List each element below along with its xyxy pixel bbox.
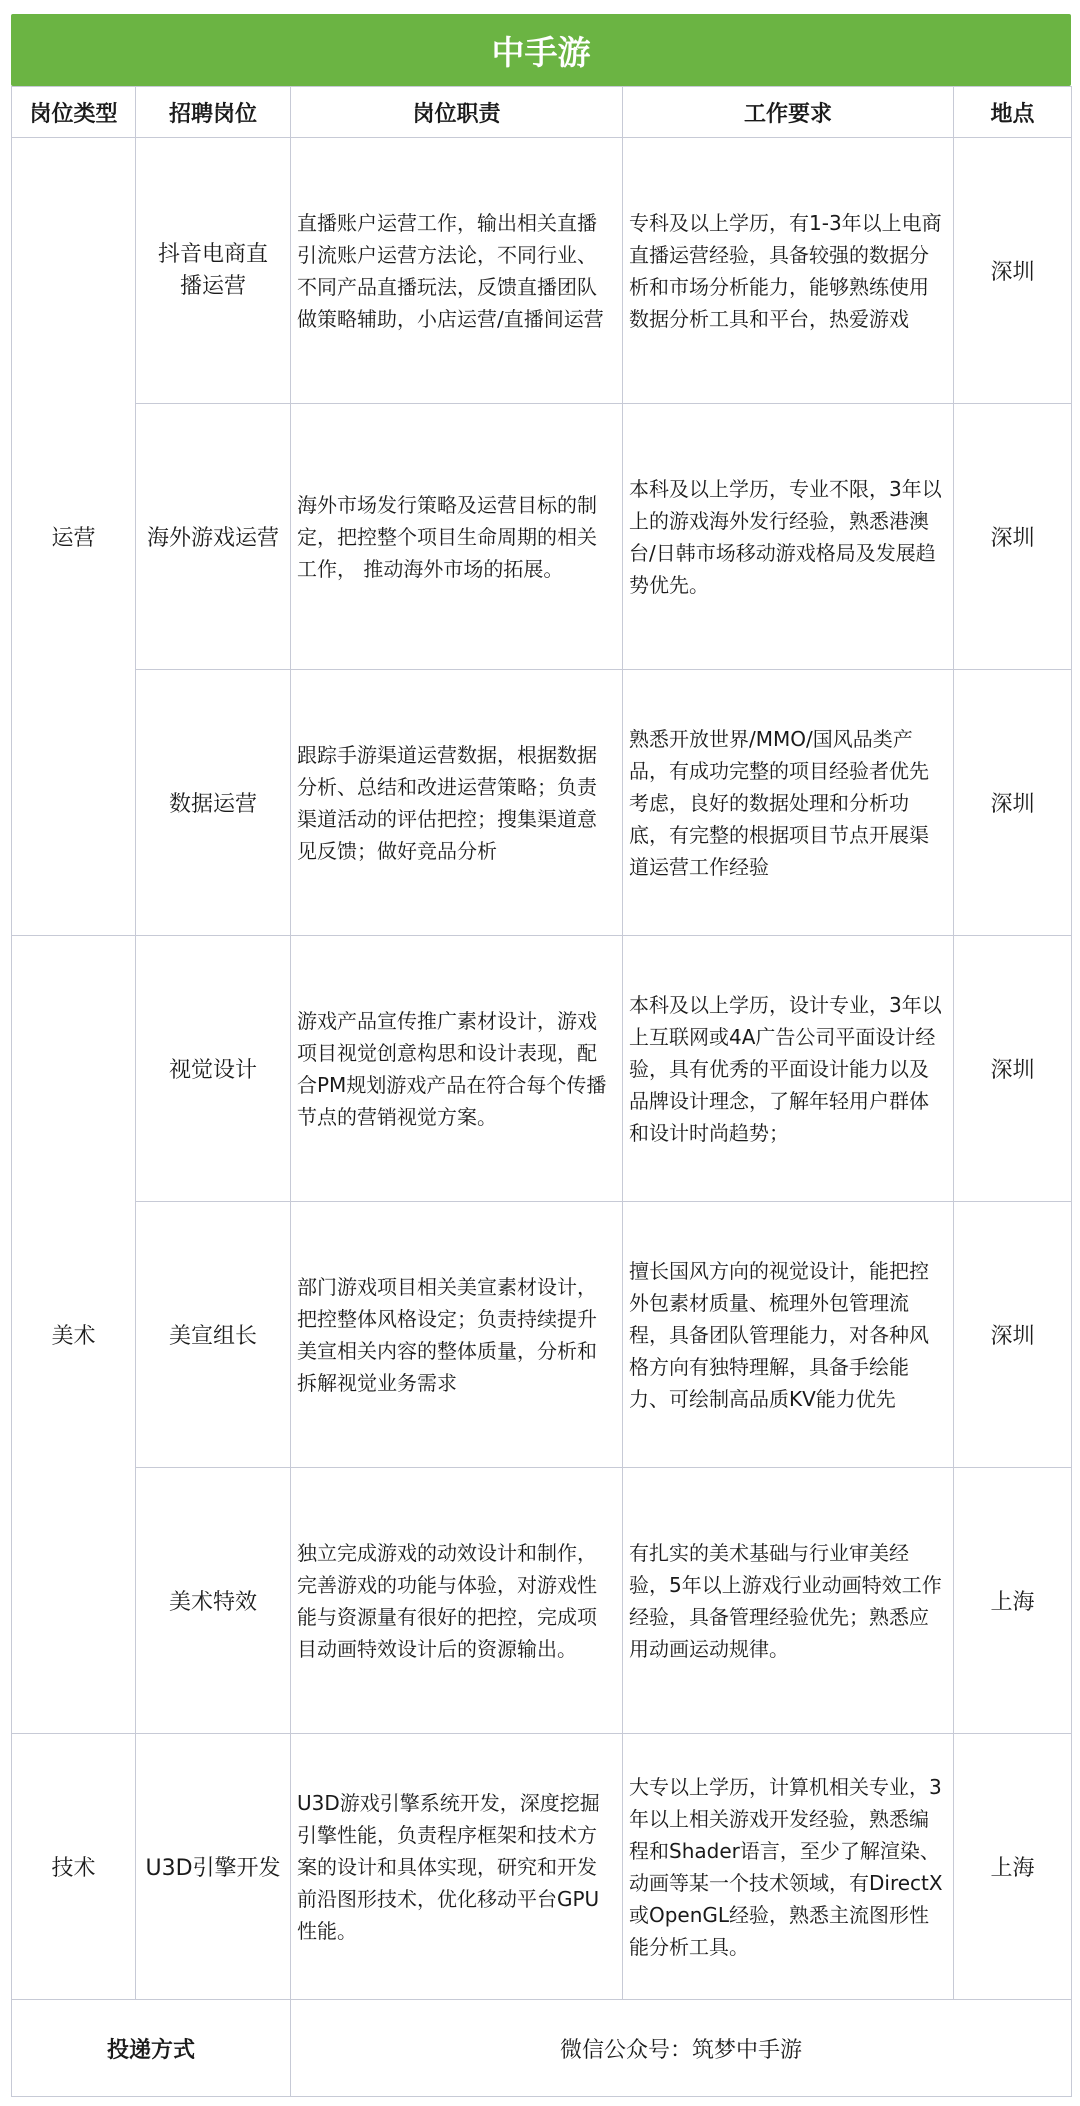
duty-cell: 直播账户运营工作，输出相关直播引流账户运营方法论，不同行业、不同产品直播玩法，反馈直播团队做策略辅助，小店运营/直播间运营 bbox=[291, 138, 623, 404]
table-header-row bbox=[12, 87, 1072, 138]
requirement-cell: 本科及以上学历，专业不限，3年以上的游戏海外发行经验，熟悉港澳台/日韩市场移动游戏格局及发展趋势优先。 bbox=[623, 404, 954, 670]
table-row bbox=[12, 1202, 1072, 1468]
category-cell: 运营 bbox=[12, 138, 136, 936]
location-cell: 上海 bbox=[954, 1734, 1072, 2000]
duty-cell: 部门游戏项目相关美宣素材设计，把控整体风格设定；负责持续提升美宣相关内容的整体质量，分析和拆解视觉业务需求 bbox=[291, 1202, 623, 1468]
duty-cell: 跟踪手游渠道运营数据，根据数据分析、总结和改进运营策略；负责渠道活动的评估把控；搜集渠道意见反馈；做好竞品分析 bbox=[291, 670, 623, 936]
header-duty: 岗位职责 bbox=[291, 87, 623, 138]
location-cell: 深圳 bbox=[954, 138, 1072, 404]
requirement-cell: 本科及以上学历，设计专业，3年以上互联网或4A广告公司平面设计经验，具有优秀的平面设计能力以及品牌设计理念，了解年轻用户群体和设计时尚趋势； bbox=[623, 936, 954, 1202]
position-cell: 视觉设计 bbox=[136, 936, 291, 1202]
footer-label: 投递方式 bbox=[12, 2000, 291, 2097]
duty-cell: 海外市场发行策略及运营目标的制定，把控整个项目生命周期的相关工作， 推动海外市场的拓展。 bbox=[291, 404, 623, 670]
location-cell: 深圳 bbox=[954, 1202, 1072, 1468]
table-row bbox=[12, 936, 1072, 1202]
requirement-cell: 有扎实的美术基础与行业审美经验，5年以上游戏行业动画特效工作经验，具备管理经验优先；熟悉应用动画运动规律。 bbox=[623, 1468, 954, 1734]
header-requirement: 工作要求 bbox=[623, 87, 954, 138]
header-position: 招聘岗位 bbox=[136, 87, 291, 138]
location-cell: 上海 bbox=[954, 1468, 1072, 1734]
position-cell: 美术特效 bbox=[136, 1468, 291, 1734]
category-cell: 技术 bbox=[12, 1734, 136, 2000]
location-cell: 深圳 bbox=[954, 670, 1072, 936]
requirement-cell: 大专以上学历，计算机相关专业，3年以上相关游戏开发经验，熟悉编程和Shader语言，至少了解渲染、动画等某一个技术领域，有DirectX或OpenGL经验，熟悉主流图形性能分析工具。 bbox=[623, 1734, 954, 2000]
position-cell: 海外游戏运营 bbox=[136, 404, 291, 670]
page-title: 中手游 bbox=[11, 14, 1071, 86]
footer-value: 微信公众号：筑梦中手游 bbox=[291, 2000, 1072, 2097]
job-table bbox=[11, 86, 1072, 2097]
position-cell: 美宣组长 bbox=[136, 1202, 291, 1468]
table-row bbox=[12, 1734, 1072, 2000]
location-cell: 深圳 bbox=[954, 936, 1072, 1202]
duty-cell: 游戏产品宣传推广素材设计，游戏项目视觉创意构思和设计表现，配合PM规划游戏产品在符合每个传播节点的营销视觉方案。 bbox=[291, 936, 623, 1202]
duty-cell: U3D游戏引擎系统开发，深度挖掘引擎性能，负责程序框架和技术方案的设计和具体实现，研究和开发前沿图形技术，优化移动平台GPU性能。 bbox=[291, 1734, 623, 2000]
table-row bbox=[12, 670, 1072, 936]
header-category: 岗位类型 bbox=[12, 87, 136, 138]
location-cell: 深圳 bbox=[954, 404, 1072, 670]
position-cell: 数据运营 bbox=[136, 670, 291, 936]
requirement-cell: 擅长国风方向的视觉设计，能把控外包素材质量、梳理外包管理流程，具备团队管理能力，对各种风格方向有独特理解，具备手绘能力、可绘制高品质KV能力优先 bbox=[623, 1202, 954, 1468]
requirement-cell: 熟悉开放世界/MMO/国风品类产品，有成功完整的项目经验者优先考虑，良好的数据处理和分析功底，有完整的根据项目节点开展渠道运营工作经验 bbox=[623, 670, 954, 936]
table-row bbox=[12, 404, 1072, 670]
position-cell bbox=[136, 138, 291, 404]
category-cell: 美术 bbox=[12, 936, 136, 1734]
header-location: 地点 bbox=[954, 87, 1072, 138]
table-row bbox=[12, 1468, 1072, 1734]
position-cell: U3D引擎开发 bbox=[136, 1734, 291, 2000]
position-text: 抖音电商直播运营 bbox=[157, 241, 268, 299]
table-row bbox=[12, 138, 1072, 404]
requirement-cell: 专科及以上学历，有1-3年以上电商直播运营经验，具备较强的数据分析和市场分析能力，能够熟练使用数据分析工具和平台，热爱游戏 bbox=[623, 138, 954, 404]
duty-cell: 独立完成游戏的动效设计和制作，完善游戏的功能与体验，对游戏性能与资源量有很好的把控，完成项目动画特效设计后的资源输出。 bbox=[291, 1468, 623, 1734]
footer-row bbox=[12, 2000, 1072, 2097]
